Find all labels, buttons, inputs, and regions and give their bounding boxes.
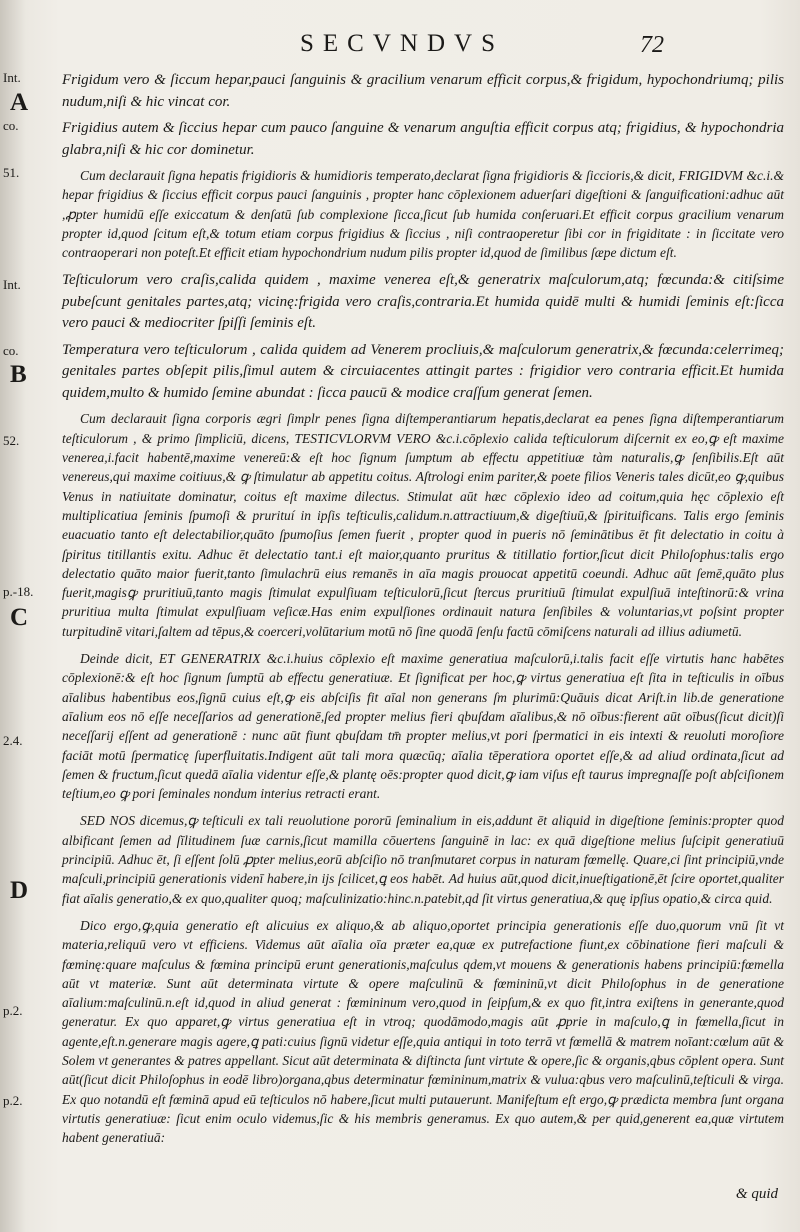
text-paragraph: Frigidius autem & ſiccius hepar cum pauco ſanguine & venarum anguſtia efficit corpus atq; frigidius, & hypochondria glabra,niſi & hic cor dominetur. — [62, 120, 784, 158]
text-paragraph: Frigidum vero & ſiccum hepar,pauci ſanguinis & gracilium venarum efficit corpus,& frigidum, hypochondriumq; pilis nudum,niſi & hic vincat cor. — [62, 72, 784, 110]
margin-note: p.-18. — [3, 584, 34, 599]
page-number: 72 — [640, 32, 664, 58]
margin-letter: D — [10, 877, 29, 904]
margin-note: 51. — [3, 165, 20, 180]
margin-note: 2.4. — [3, 733, 23, 748]
text-body — [62, 70, 784, 1155]
running-title: SECVNDVS — [300, 30, 504, 57]
margin-note: Int. — [3, 277, 21, 292]
commentary-paragraph: Cum declarauit ſigna corporis ægri ſimplr penes ſigna diſtemperantiarum hepatis,declarat ea penes ſigna diſtemperantiarum teſticulorum , & primo ſimpliciū, dicens, TESTICVLORVM VERO &c.i.cōplexio calida teſticulorum diſcernit ex eo,ꝙ eſt maxime venerea,i.facit habentē,maxime venereū:& eſt hoc ſignum ſumptum ab effectu appetitiuæ tàm naturalis,ꝙ ſenſibilis.Eſt aūt venereus,qui maxime coitiuus,& ꝙ ſtimulatur ab appetitu coitus. Aſtrologi enim pariter,& poete filios Veneris tales dicūt,eo ꝙ,quibus Venus in natiuitate dominatur, coitus eſt maxime dilectus. Stimulat aūt hæc cōplexio ideo ad coitum,quia hęc cōplexio eſt multiplicatiua ſeminis ſpumoſi & prurituí in ipſis teſticulis,calidum.n.attractiuum,& digeſtiuū,& ſpirituificans. Talis ergo ſeminis euacuatio tanto eſt delectabilior,quāto ſpumoſius ſemen fuerit , propter quod in pueris nō ſeminātibus ēt fit delectatio in coitu à ſpiritus titillantis exitu. Adhuc ēt delectatio tant.i eſt maior,quanto pruritus & titillatio fortior,ſicut dicit Philoſophus:talis ergo delectatio quāto maior fuerit,tanto ſimulachrū eius remanēs in aīa magis prouocat appetitū coeundi. Adhuc aūt ſemē,quāto plus fuerit,magisꝙ pruritiuū,tanto magis ſtimulat expulſiuam teſticulorū,ſicut ſtercus pruritiuū ſtimulat expulſiuā inteſtinorū:& vrina pruritiua multa ſtimulat expulſiuam veſicæ.Has enim expulſiones ordinauit natura ſenſibiles & voluntarias,vt poſsint propter turpitudinē vitari,ſaltem ad tēpus,& coerceri,volūtarium motū nō ſine quodā ſenſu factū cōmiſcens naturali ad illius adiumetū. — [62, 411, 784, 639]
margin-note: p.2. — [3, 1093, 23, 1108]
commentary-paragraph: SED NOS dicemus,ꝙ teſticuli ex tali reuolutione pororū ſeminalium in eis,addunt ēt aliquid in digeſtione ſeminis:propter quod albificant ſemen ad ſīlitudinem ſuæ carnis,ſicut mamilla cōuertens ſanguinē in lac: ex quā digeſtione melius ſuſcipit generatiuū principiū. Adhuc ēt, ſi eſſent ſolū ꝓpter melius,eorū abſciſio nō tranſmutaret corpus in naturam fœmellę. Quare,ci ſint principiū,vnde maſculi,principiū generationis videnī habere,in ijs ſcilicet,ꝗ eos habēt. Ad huius aūt,quod dicit,inueſtigationē,ēt ſcire oportet,qualiter fiat aīalis generatio,& ex quo,qualiter quoq; maſculinizatio:hinc.n.patebit,qd ſit virtus generatiua,& quę ipſius opatio,& circa quid. — [62, 813, 784, 906]
text-paragraph: Temperatura vero teſticulorum , calida quidem ad Venerem procliuis,& maſculorum generatrix,& fœcunda:celerrimeq; genitales partes obſepit pilis,ſimul autem & circuiacentes attingit partes : frigidior vero contraria efficit.Et humida quidem,multo & humido ſemine abundat : ſicca paucū & modice craſſum generat ſemen. — [62, 341, 784, 401]
catchword: & quid — [735, 1186, 778, 1202]
text-paragraph: Teſticulorum vero craſis,calida quidem , maxime venerea eſt,& generatrix maſculorum,atq; fœcunda:& citiſsime pubeſcunt genitales partes,atq; vicinę:frigida vero craſis,contraria.Et humida quidē multi & humidi ſeminis eſt:ſicca vero pauci & mediocriter ſpiſſi ſeminis eſt. — [62, 272, 784, 332]
margin-note: co. — [3, 118, 19, 133]
margin-letter: A — [10, 89, 29, 116]
page-header — [0, 30, 800, 70]
margin-letter: B — [10, 361, 27, 388]
commentary-paragraph: Cum declarauit ſigna hepatis frigidioris & humidioris temperato,declarat ſigna frigidioris & ſiccioris,& dicit, FRIGIDVM &c.i.& hepar frigidius & ſiccius efficit corpus pauci ſanguinis , propter hanc cōplexionem aduerſari digeſtioni & ſanguificationi:adhuc aūt ,ꝓpter humidū eſſe exiccatum & denſatū ſub complexione ſicca,ſicut ſub humida conſeruari.Et efficit corpus gracilium venarum propter id,quod ſcitum eſt,& totum etiam corpus frigidius & ſiccius , niſi contraoperetur ſibi cor in frigiditate : in ſiccitate vero contraoperari non poteſt.Et efficit etiam hypochondrium nudum pilis propter id,quod de ſimilibus ſæpe dictum eſt. — [62, 168, 784, 261]
margin-note: 52. — [3, 433, 20, 448]
margin-note: co. — [3, 343, 19, 358]
commentary-paragraph: Deinde dicit, ET GENERATRIX &c.i.huius cōplexio eſt maxime generatiua maſculorū,i.talis facit eſſe virtutis hanc habētes cōplexionē:& eſt hoc ſignum ſumptū ab effectu generatiuæ. Et ſignificat per hoc,ꝙ virtus generatiua eſt ſita in teſticulis in oībus aīalibus habentibus eos,ſignū cuius eſt,ꝙ eis abſciſis fit aīal non generans ſm plurimū:Quāuis dicat Ariſt.in lib.de generatione aīalium eos nō eſſe neceſſarios ad generationē,ſed propter melius fieri qbuſdam aīalibus,& nō oībus:fierent aūt oībus(ſicut dicit)ſi neceſſarij eſſent ad generationē : nunc aūt fiunt qbuſdam tm̄ propter melius,vt pori ſpermatici in eis intexti & reuoluti moroſiore faciāt motū ſpermaticę ſuperfluitatis.Indigent aūt tali mora quæcūq; aīalia tēperatiora oportet eſſe,& ad aliud ordinata,ſicut ad ſemen & fructum,ſicut quedā aīalia videntur eſſe,& plantę oēs:propter quod dicit,ꝙ iam viſus eſt taurus impregnaſſe poſt abſciſionem teſtium,eo ꝙ pori ſeminales nondum interius retracti erant. — [62, 651, 784, 802]
margin-note: p.2. — [3, 1003, 23, 1018]
commentary-paragraph: Dico ergo,ꝙ,quia generatio eſt alicuius ex aliquo,& ab aliquo,oportet principia generationis eſſe duo,quorum vnū ſit vt materia,reliquū vero vt efficiens. Videmus aūt aīalia oīa præter ea,quæ ex putrefactione fiunt,ex cōbinatione fieri maſculi & fœminę:quare maſculus & fœmina principū erunt generationis,maſculus qdem,vt mouens & generationis habens principiū:fœmella aūt vt materiæ. Sunt aūt determinata virtute & opere maſculinū & fœmininū,vt dicit Philoſophus in de generatione aīalium:maſculinū.n.eſt id,quod in aliud generat : fœmininum vero,quod in ſeipſum,& ex quo fit,intra exiſtens in generante,quod generatur. Ex quo apparet,ꝙ virtus generatiua eſt in vtroq; quodāmodo,magis aūt ꝓprie in maſculo,ꝗ in fœmella,ſicut in agente,eſt.n.generare magis agere,ꝗ pati:cuius ſignū videtur eſſe,quia antiqui in toto terrā vt fœmellā & matrem noīant:cœlum aūt & Solem vt generantes & patres appellant. Sicut aūt determinata & diſtincta ſunt virtute & opere,ſic & organis,qbus cōplent opera. Sunt aūt(ſicut dicit Philoſophus in eodē libro)organa,qbus determinatur fœmininum,matrix & vulua:qbus vero maſculinū,teſticuli & virga. Ex quo notandū eſt fœminā apud eū teſticulos nō habere,ſicut multi putauerunt. Manifeſtum eſt ergo,ꝙ prædicta membra ſunt organa virtutis generatiuæ: ſicut enim oculo videmus,ſic & his membris generamus. Ex quo autem,& per quid,generent ea,quæ virtutem habent generatiuā: — [62, 917, 784, 1146]
margin-note: Int. — [3, 70, 21, 85]
margin-notes — [0, 0, 52, 1232]
margin-letter: C — [10, 604, 29, 631]
